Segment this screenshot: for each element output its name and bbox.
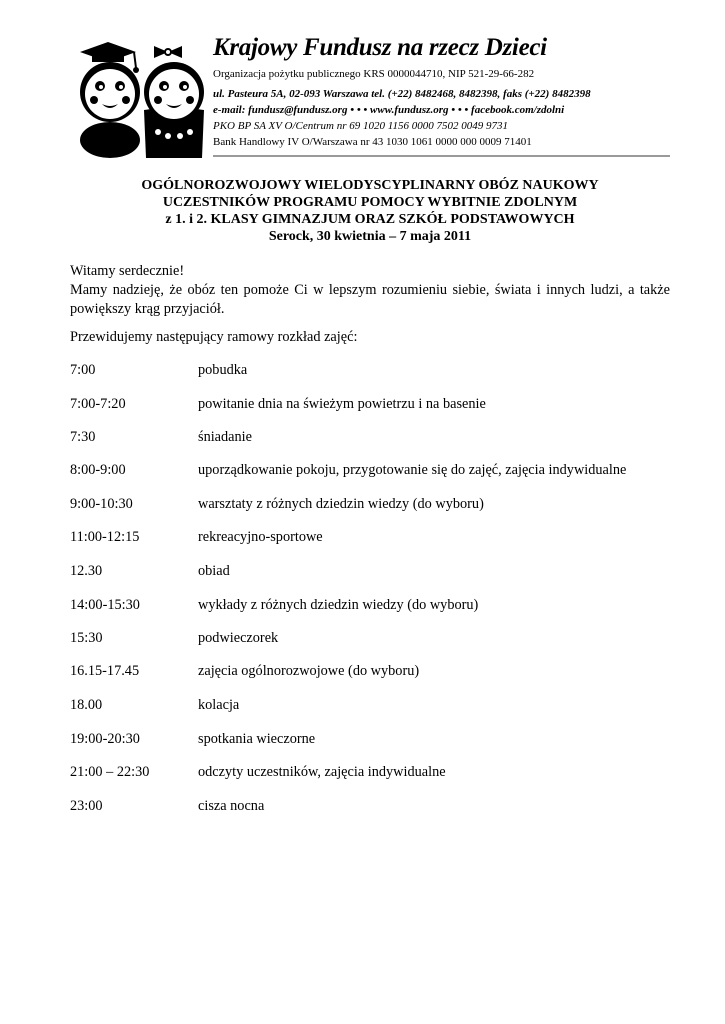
- document-title-line-3: z 1. i 2. KLASY GIMNAZJUM ORAZ SZKÓŁ PODSTAWOWYCH: [165, 212, 575, 227]
- schedule-time: 7:30: [70, 429, 96, 445]
- schedule-row: [70, 663, 670, 681]
- schedule-time: 18.00: [70, 697, 103, 713]
- schedule-time: 8:00-9:00: [70, 462, 126, 478]
- schedule-row: [70, 462, 670, 480]
- schedule-row: [70, 697, 670, 715]
- organization-name: Krajowy Fundusz na rzecz Dzieci: [213, 34, 547, 61]
- schedule-row: [70, 597, 670, 615]
- schedule-time: 9:00-10:30: [70, 496, 133, 512]
- document-title-line-2: UCZESTNIKÓW PROGRAMU POMOCY WYBITNIE ZDOLNYM: [162, 195, 578, 210]
- schedule-activity: śniadanie: [198, 429, 252, 445]
- schedule-activity: wykłady z różnych dziedzin wiedzy (do wyboru): [198, 597, 479, 613]
- header-bank-account-2: Bank Handlowy IV O/Warszawa nr 43 1030 1061 0000 000 0009 71401: [213, 136, 532, 148]
- schedule-activity: spotkania wieczorne: [198, 731, 316, 747]
- schedule-row: [70, 731, 670, 749]
- document-title-line-1: OGÓLNOROZWOJOWY WIELODYSCYPLINARNY OBÓZ NAUKOWY: [141, 178, 599, 193]
- schedule-intro: Przewidujemy następujący ramowy rozkład zajęć:: [70, 329, 358, 345]
- schedule-row: [70, 630, 670, 648]
- schedule-activity: uporządkowanie pokoju, przygotowanie się do zajęć, zajęcia indywidualne: [198, 462, 627, 478]
- schedule-activity: obiad: [198, 563, 230, 579]
- schedule-time: 14:00-15:30: [70, 597, 140, 613]
- schedule-row: [70, 529, 670, 547]
- document-title-line-4: Serock, 30 kwietnia – 7 maja 2011: [268, 229, 472, 244]
- schedule-time: 7:00: [70, 362, 96, 378]
- schedule-time: 7:00-7:20: [70, 396, 126, 412]
- schedule-activity: warsztaty z różnych dziedzin wiedzy (do wyboru): [198, 496, 484, 512]
- schedule-activity: odczyty uczestników, zajęcia indywidualne: [198, 764, 446, 780]
- schedule-time: 16.15-17.45: [70, 663, 140, 679]
- header-address-line: ul. Pasteura 5A, 02-093 Warszawa tel. (+22) 8482468, 8482398, faks (+22) 8482398: [213, 88, 591, 100]
- schedule-activity: podwieczorek: [198, 630, 279, 646]
- header-registration-line: Organizacja pożytku publicznego KRS 0000044710, NIP 521-29-66-282: [213, 68, 535, 80]
- schedule-time: 19:00-20:30: [70, 731, 140, 747]
- header-divider: [213, 155, 670, 157]
- schedule-time: 21:00 – 22:30: [70, 764, 150, 780]
- intro-paragraph: Mamy nadzieję, że obóz ten pomoże Ci w lepszym rozumieniu siebie, świata i innych ludzi, a także powiększy krąg przyjaciół.: [70, 282, 670, 317]
- girl-figure-icon: [144, 46, 204, 158]
- schedule-time: 12.30: [70, 563, 103, 579]
- schedule-row: [70, 764, 670, 782]
- schedule-time: 11:00-12:15: [70, 529, 140, 545]
- schedule-row: [70, 496, 670, 514]
- schedule-activity: zajęcia ogólnorozwojowe (do wyboru): [198, 663, 420, 679]
- schedule-row: [70, 396, 670, 414]
- foundation-logo-icon: [78, 40, 206, 158]
- schedule-row: [70, 563, 670, 581]
- schedule-activity: powitanie dnia na świeżym powietrzu i na basenie: [198, 396, 486, 412]
- schedule-row: [70, 798, 670, 816]
- schedule-time: 23:00: [70, 798, 103, 814]
- greeting: Witamy serdecznie!: [70, 263, 185, 279]
- schedule-row: [70, 362, 670, 380]
- boy-figure-icon: [80, 42, 140, 158]
- schedule-row: [70, 429, 670, 447]
- header-contact-line: e-mail: fundusz@fundusz.org • • • www.fundusz.org • • • facebook.com/zdolni: [213, 104, 565, 116]
- schedule-activity: kolacja: [198, 697, 240, 713]
- schedule-activity: rekreacyjno-sportowe: [198, 529, 323, 545]
- schedule-activity: cisza nocna: [198, 798, 265, 814]
- header-bank-account-1: PKO BP SA XV O/Centrum nr 69 1020 1156 0000 7502 0049 9731: [213, 120, 508, 132]
- schedule-time: 15:30: [70, 630, 103, 646]
- schedule-activity: pobudka: [198, 362, 248, 378]
